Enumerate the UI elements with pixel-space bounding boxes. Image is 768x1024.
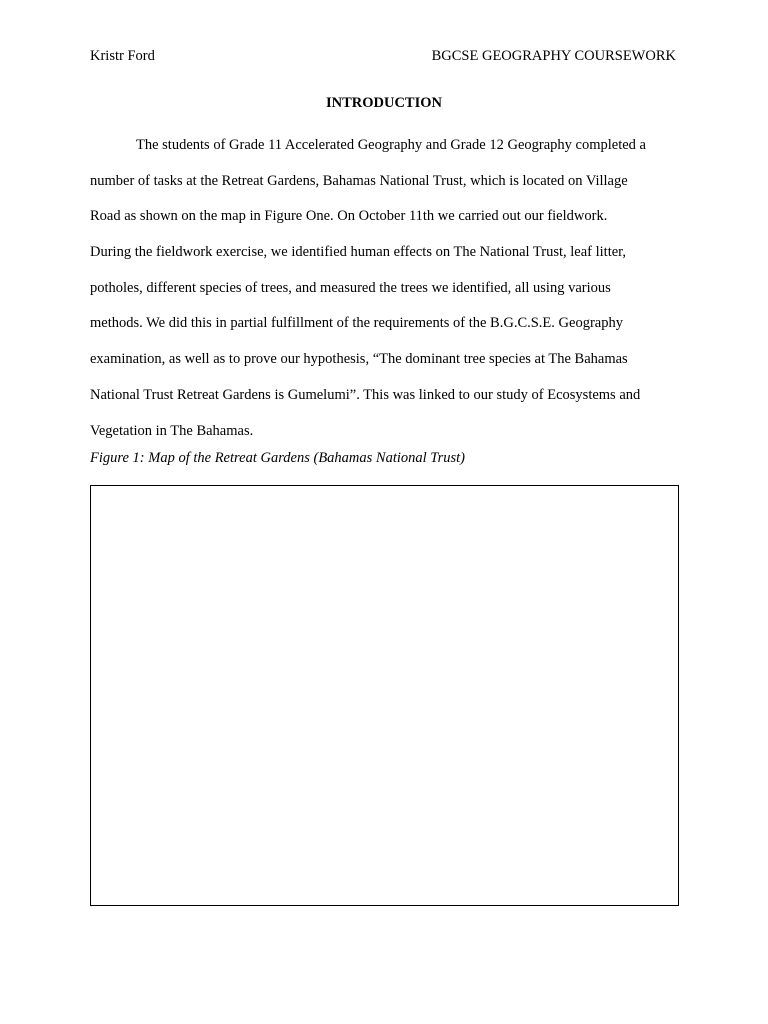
paragraph-line: During the fieldwork exercise, we identified human effects on The National Trust, leaf litter, [90,244,627,261]
section-title: INTRODUCTION [325,95,442,111]
paragraph-line: Vegetation in The Bahamas. [90,422,254,439]
figure-map-frame [90,485,679,906]
paragraph-line: The students of Grade 11 Accelerated Geography and Grade 12 Geography completed a [136,137,646,153]
introduction-paragraph [90,128,680,449]
figure-caption: Figure 1: Map of the Retreat Gardens (Bahamas National Trust) [90,450,465,466]
paragraph-line: National Trust Retreat Gardens is Gumelumi”. This was linked to our study of Ecosystems and [90,386,641,403]
paragraph-line: number of tasks at the Retreat Gardens, Bahamas National Trust, which is located on Village [90,172,628,189]
header-author: Kristr Ford [90,48,155,64]
paragraph-line: methods. We did this in partial fulfillment of the requirements of the B.G.C.S.E. Geography [90,315,623,332]
paragraph-line: examination, as well as to prove our hypothesis, “The dominant tree species at The Bahamas [90,351,628,368]
header-course-title: BGCSE GEOGRAPHY COURSEWORK [431,48,676,64]
paragraph-line: potholes, different species of trees, and measured the trees we identified, all using various [90,279,611,296]
paragraph-line: Road as shown on the map in Figure One. On October 11th we carried out our fieldwork. [90,208,608,225]
